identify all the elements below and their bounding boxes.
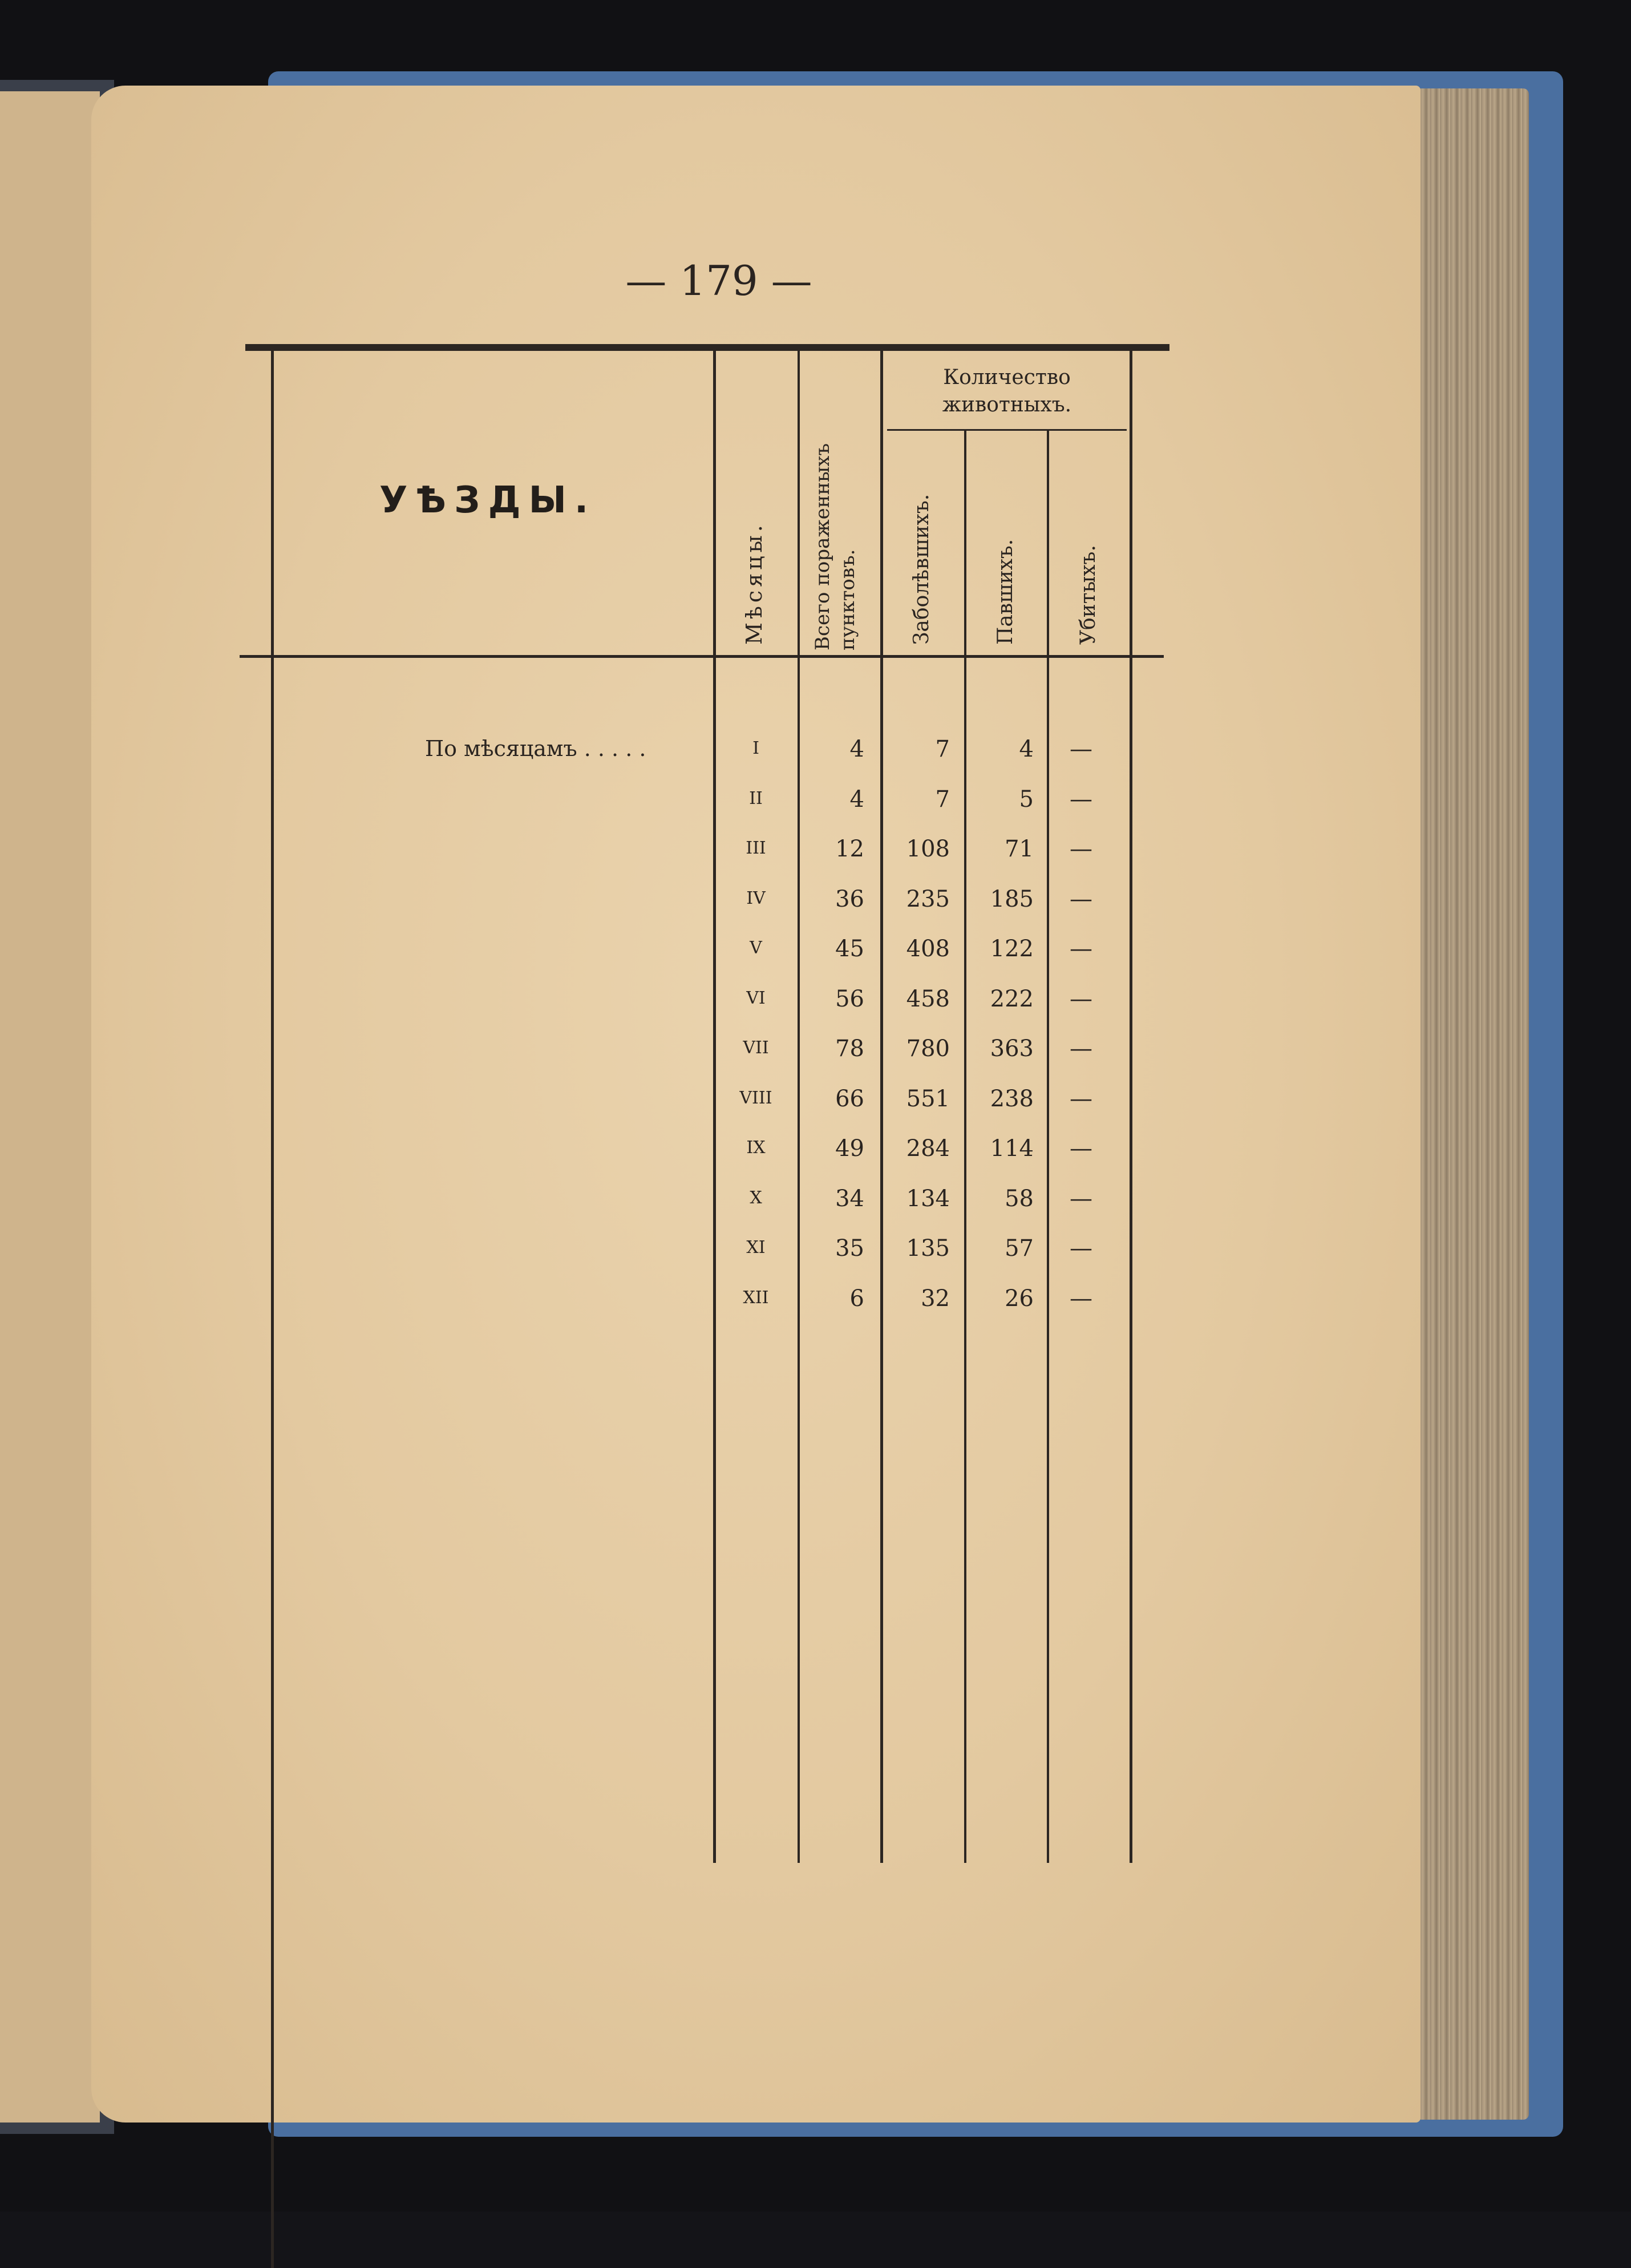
cell-dead: 122 — [990, 936, 1034, 962]
cell-sick: 7 — [935, 786, 950, 812]
cell-month: III — [746, 838, 766, 858]
cell-points: 4 — [849, 736, 864, 762]
cell-dead: 363 — [990, 1036, 1034, 1062]
cell-month: X — [750, 1187, 762, 1208]
cell-killed: — — [1070, 886, 1092, 912]
left-page — [0, 91, 100, 2123]
cell-killed: — — [1070, 836, 1092, 862]
header-group: Количество животныхъ. — [942, 366, 1072, 417]
group-rule — [887, 429, 1127, 431]
cell-month: VII — [743, 1038, 769, 1058]
cell-points: 36 — [835, 886, 864, 912]
page-edges — [1409, 88, 1529, 2120]
cell-sick: 458 — [906, 985, 950, 1012]
cell-dead: 5 — [1019, 786, 1034, 812]
cell-dead: 114 — [990, 1135, 1034, 1162]
cell-month: V — [750, 938, 762, 958]
cell-dead: 58 — [1005, 1185, 1034, 1212]
cell-points: 45 — [835, 936, 864, 962]
page-number: — 179 — — [625, 257, 812, 305]
cell-sick: 284 — [906, 1135, 950, 1162]
cell-killed: — — [1070, 1235, 1092, 1262]
header-sick: Заболѣвшихъ. — [910, 494, 933, 645]
cell-points: 56 — [835, 985, 864, 1012]
cell-sick: 551 — [906, 1085, 950, 1112]
cell-sick: 408 — [906, 936, 950, 962]
cell-points: 6 — [849, 1285, 864, 1312]
cell-points: 12 — [835, 836, 864, 862]
cell-month: VIII — [739, 1087, 772, 1108]
cell-dead: 71 — [1005, 836, 1034, 862]
cell-dead: 26 — [1005, 1285, 1034, 1312]
header-rule — [240, 655, 1164, 658]
cell-month: IV — [746, 888, 766, 908]
col-line-4 — [964, 429, 966, 1863]
cell-sick: 780 — [906, 1036, 950, 1062]
cell-sick: 7 — [935, 736, 950, 762]
cell-killed: — — [1070, 985, 1092, 1012]
table-title: УѢЗДЫ. — [379, 479, 597, 521]
cell-killed: — — [1070, 1185, 1092, 1212]
cell-month: IX — [746, 1138, 766, 1158]
cell-points: 35 — [835, 1235, 864, 1262]
cell-dead: 4 — [1019, 736, 1034, 762]
cell-killed: — — [1070, 786, 1092, 812]
col-line-1 — [713, 351, 716, 1863]
cell-killed: — — [1070, 1085, 1092, 1112]
cell-month: VI — [746, 988, 766, 1008]
row-label: По мѣсяцамъ . . . . . — [425, 736, 646, 761]
cell-sick: 235 — [906, 886, 950, 912]
cell-killed: — — [1070, 1036, 1092, 1062]
cell-dead: 185 — [990, 886, 1034, 912]
header-total-points: Всего пораженныхъ пунктовъ. — [811, 443, 859, 650]
cell-killed: — — [1070, 1285, 1092, 1312]
cell-dead: 222 — [990, 985, 1034, 1012]
cell-points: 66 — [835, 1085, 864, 1112]
cell-killed: — — [1070, 736, 1092, 762]
cell-points: 78 — [835, 1036, 864, 1062]
col-line-left — [271, 351, 274, 2268]
cell-dead: 57 — [1005, 1235, 1034, 1262]
cell-killed: — — [1070, 936, 1092, 962]
cell-month: I — [752, 738, 759, 758]
cell-sick: 135 — [906, 1235, 950, 1262]
cell-sick: 134 — [906, 1185, 950, 1212]
cell-sick: 32 — [921, 1285, 950, 1312]
cell-dead: 238 — [990, 1085, 1034, 1112]
header-dead: Павшихъ. — [994, 539, 1017, 645]
col-line-5 — [1047, 429, 1049, 1863]
header-months: Мѣсяцы. — [742, 521, 767, 645]
cell-points: 34 — [835, 1185, 864, 1212]
col-line-2 — [798, 351, 800, 1863]
top-rule — [245, 344, 1169, 351]
col-line-right — [1130, 351, 1132, 1863]
header-killed: Убитыхъ. — [1076, 545, 1100, 645]
cell-month: XI — [746, 1238, 766, 1258]
cell-sick: 108 — [906, 836, 950, 862]
col-line-3 — [880, 351, 883, 1863]
cell-points: 49 — [835, 1135, 864, 1162]
cell-killed: — — [1070, 1135, 1092, 1162]
cell-month: XII — [743, 1287, 769, 1308]
cell-points: 4 — [849, 786, 864, 812]
cell-month: II — [749, 788, 763, 808]
